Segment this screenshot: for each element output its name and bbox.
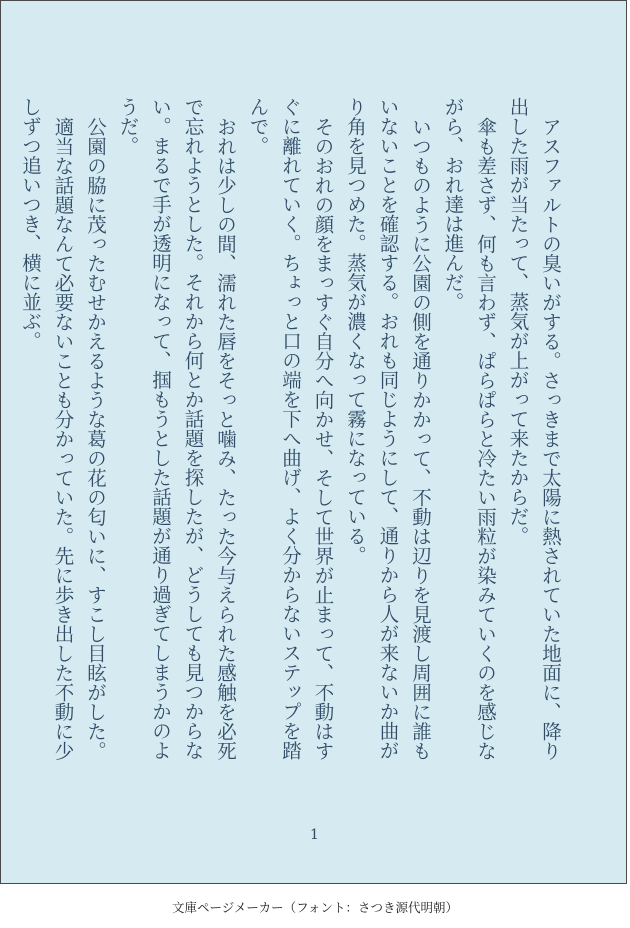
paragraph-6: 公園の脇に茂ったむせかえるような葛の花の匂いに、すこし目眩がした。 <box>84 116 107 760</box>
paragraph-5: おれは少しの間、濡れた唇をそっと噛み、たった今与えられた感触を必死で忘れようとした。それから何とか話題を探したが、どうしても見つからない。まるで手が透明になって、掴もうとした話題が通り過ぎてしまうかのようだ。 <box>116 97 237 760</box>
paragraph-4: そのおれの顔をまっすぐ自分へ向かせ、そして世界が止まって、不動はすぐに離れていく。ちょっと口の端を下へ曲げ、よく分からないステップを踏んで。 <box>246 97 335 760</box>
paragraph-7: 適当な話題なんて必要ないことも分かっていた。先に歩き出した不動に少しずつ追いつき、横に並ぶ。 <box>19 97 75 760</box>
paragraph-2: 傘も差さず、何も言わず、ぱらぱらと冷たい雨粒が染みていくのを感じながら、おれ達は進んだ。 <box>441 97 497 760</box>
paragraph-3: いつものように公園の側を通りかかって、不動は辺りを見渡し周囲に誰もいないことを確認する。おれも同じようにして、通りから人が来ないか曲がり角を見つめた。蒸気が濃くなって霧になっている。 <box>344 97 432 760</box>
paragraph-1: アスファルトの臭いがする。さっきまで太陽に熱されていた地面に、降り出した雨が当たって、蒸気が上がって来たからだ。 <box>506 97 562 760</box>
footer-credit: 文庫ページメーカー（フォント：さつき源代明朝） <box>171 900 458 915</box>
vertical-body-text <box>14 97 567 777</box>
page-number: 1 <box>310 827 319 843</box>
